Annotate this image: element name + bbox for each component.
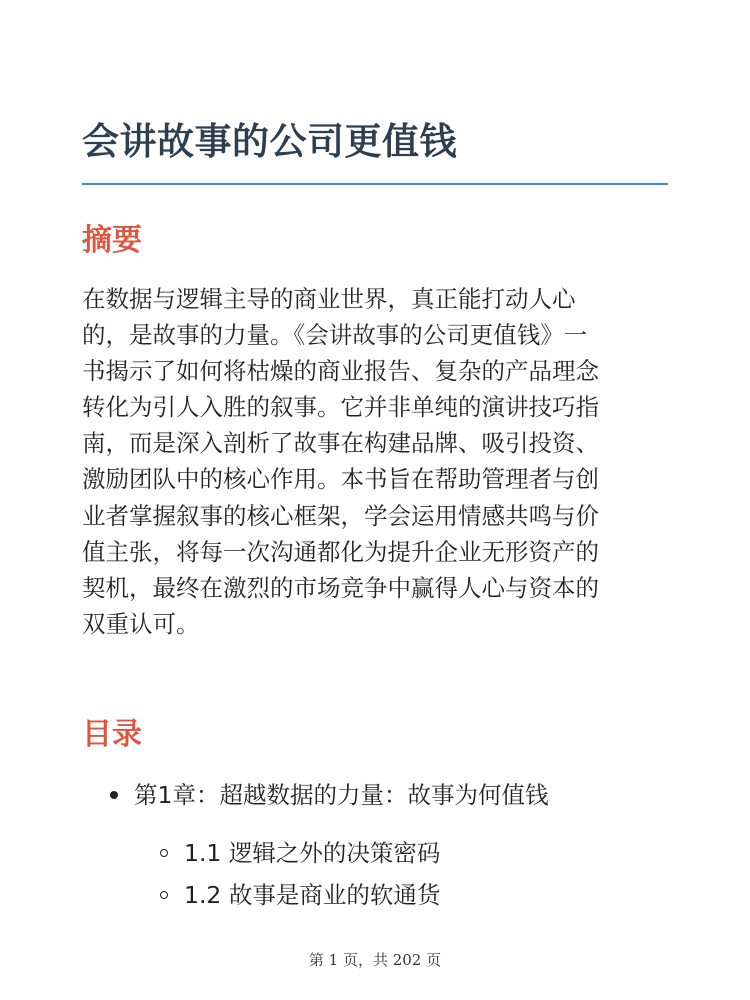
abstract-line: 契机，最终在激烈的市场竞争中赢得人心与资本的 [82,573,599,602]
toc-heading: 目录 [82,717,142,752]
bullet-circle-icon [160,849,168,857]
abstract-line: 激励团队中的核心作用。本书旨在帮助管理者与创 [82,465,599,494]
toc-chapter-1-label: 第1章：超越数据的力量：故事为何值钱 [134,781,549,809]
toc-section-1-1-label: 1.1 逻辑之外的决策密码 [184,839,441,867]
title-divider [82,183,668,185]
toc-section-1-2-label: 1.2 故事是商业的软通货 [184,881,441,909]
toc-section-1-1[interactable] [160,836,440,870]
abstract-line: 转化为引人入胜的叙事。它并非单纯的演讲技巧指 [82,393,599,422]
abstract-line: 书揭示了如何将枯燥的商业报告、复杂的产品理念 [82,357,599,386]
bullet-disc-icon [110,791,118,799]
abstract-heading: 摘要 [82,223,142,258]
abstract-paragraph [82,281,672,642]
abstract-line: 南，而是深入剖析了故事在构建品牌、吸引投资、 [82,429,599,458]
page-footer: 第 1 页，共 202 页 [308,951,442,969]
abstract-line: 的，是故事的力量。《会讲故事的公司更值钱》一 [82,321,588,350]
abstract-line: 值主张，将每一次沟通都化为提升企业无形资产的 [82,537,599,566]
abstract-line: 业者掌握叙事的核心框架，学会运用情感共鸣与价 [82,501,599,530]
document-title: 会讲故事的公司更值钱 [82,120,457,163]
toc-section-1-2[interactable] [160,878,440,912]
toc-chapter-1[interactable] [110,778,548,812]
bullet-circle-icon [160,891,168,899]
abstract-line: 在数据与逻辑主导的商业世界，真正能打动人心 [82,285,576,313]
abstract-line: 双重认可。 [82,609,200,638]
